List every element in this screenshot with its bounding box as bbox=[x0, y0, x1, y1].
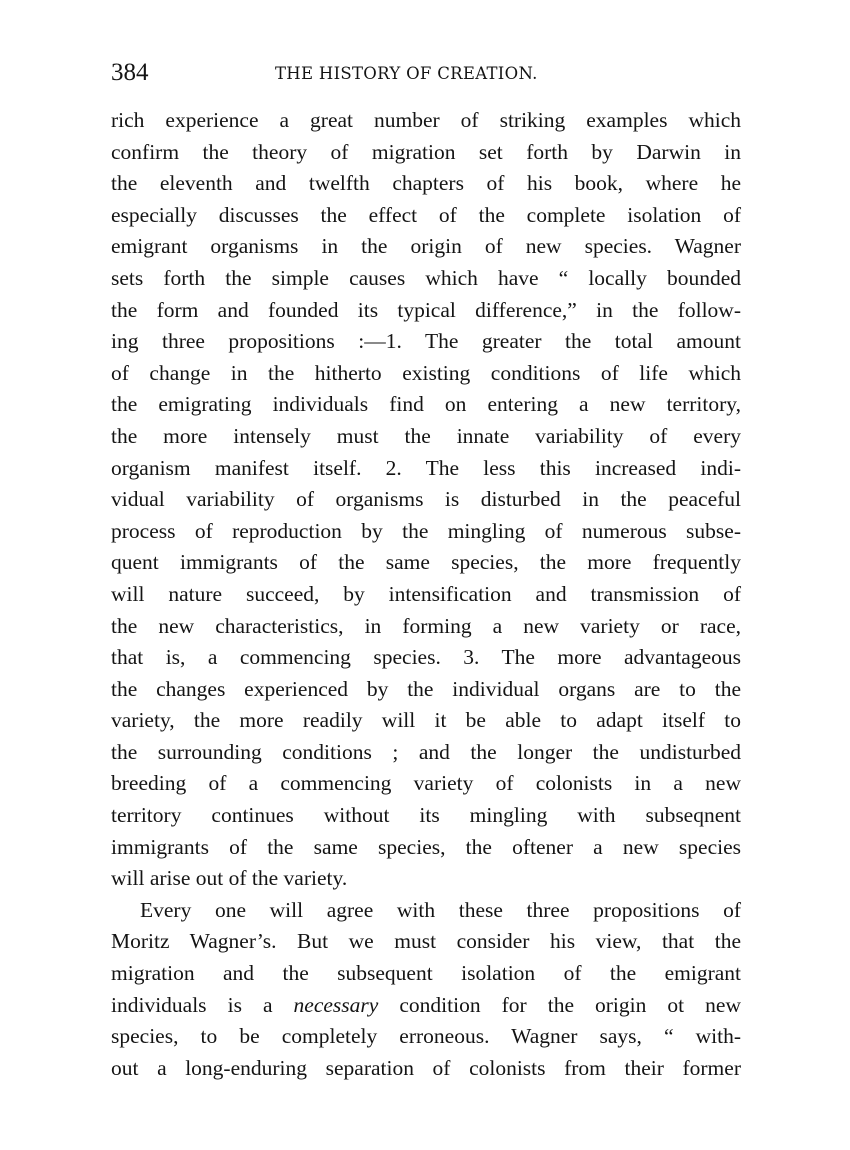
text-line: will arise out of the variety. bbox=[111, 866, 348, 891]
text-line: the emigrating individuals find on entering a new territory, bbox=[111, 392, 741, 417]
text-line: the form and founded its typical difference,” in the follow- bbox=[111, 297, 741, 322]
text-line: will nature succeed, by intensification and transmission of bbox=[111, 581, 741, 606]
text-line: emigrant organisms in the origin of new species. Wagner bbox=[111, 234, 741, 259]
paragraph-2 bbox=[111, 895, 741, 1085]
page-number: 384 bbox=[111, 59, 149, 86]
text-line: breeding of a commencing variety of colonists in a new bbox=[111, 771, 741, 796]
text-line: immigrants of the same species, the oftener a new species bbox=[111, 834, 741, 859]
text-line: ing three propositions :—1. The greater the total amount bbox=[111, 329, 741, 354]
text-line: migration and the subsequent isolation of the emigrant bbox=[111, 961, 741, 986]
text-line: rich experience a great number of striking examples which bbox=[111, 108, 741, 132]
text-line bbox=[111, 990, 741, 1022]
paragraph-1 bbox=[111, 105, 741, 895]
text-line: Every one will agree with these three propositions of bbox=[140, 897, 741, 922]
text-line: especially discusses the effect of the complete isolation of bbox=[111, 202, 741, 227]
body-text bbox=[111, 105, 741, 1084]
text-line: the more intensely must the innate variability of every bbox=[111, 423, 741, 448]
text-line: out a long-enduring separation of colonists from their former bbox=[111, 1055, 741, 1080]
text-line: that is, a commencing species. 3. The more advantageous bbox=[111, 645, 741, 670]
text-line: the surrounding conditions ; and the longer the undisturbed bbox=[111, 739, 741, 764]
text-line: quent immigrants of the same species, the more frequently bbox=[111, 550, 741, 575]
text-line: of change in the hitherto existing conditions of life which bbox=[111, 360, 741, 385]
text-line: process of reproduction by the mingling of numerous subse- bbox=[111, 518, 741, 543]
text-line: vidual variability of organisms is disturbed in the peaceful bbox=[111, 487, 741, 512]
text-line: species, to be completely erroneous. Wagner says, “ with- bbox=[111, 1024, 741, 1049]
running-title: THE HISTORY OF CREATION. bbox=[275, 64, 538, 83]
text-fragment: individuals is a bbox=[111, 992, 294, 1017]
text-line: the new characteristics, in forming a new variety or race, bbox=[111, 613, 741, 638]
text-line: the changes experienced by the individual organs are to the bbox=[111, 676, 741, 701]
text-line: variety, the more readily will it be able to adapt itself to bbox=[111, 708, 741, 733]
text-line: sets forth the simple causes which have “ locally bounded bbox=[111, 265, 741, 290]
running-head bbox=[111, 58, 741, 88]
text-line: territory continues without its mingling with subseqnent bbox=[111, 803, 741, 828]
text-line: organism manifest itself. 2. The less this increased indi- bbox=[111, 455, 741, 480]
text-line: confirm the theory of migration set forth by Darwin in bbox=[111, 139, 741, 164]
text-line: the eleventh and twelfth chapters of his book, where he bbox=[111, 171, 741, 196]
text-fragment: condition for the origin ot new bbox=[378, 992, 741, 1017]
text-line: Moritz Wagner’s. But we must consider his view, that the bbox=[111, 929, 741, 954]
italic-word: necessary bbox=[293, 992, 379, 1017]
